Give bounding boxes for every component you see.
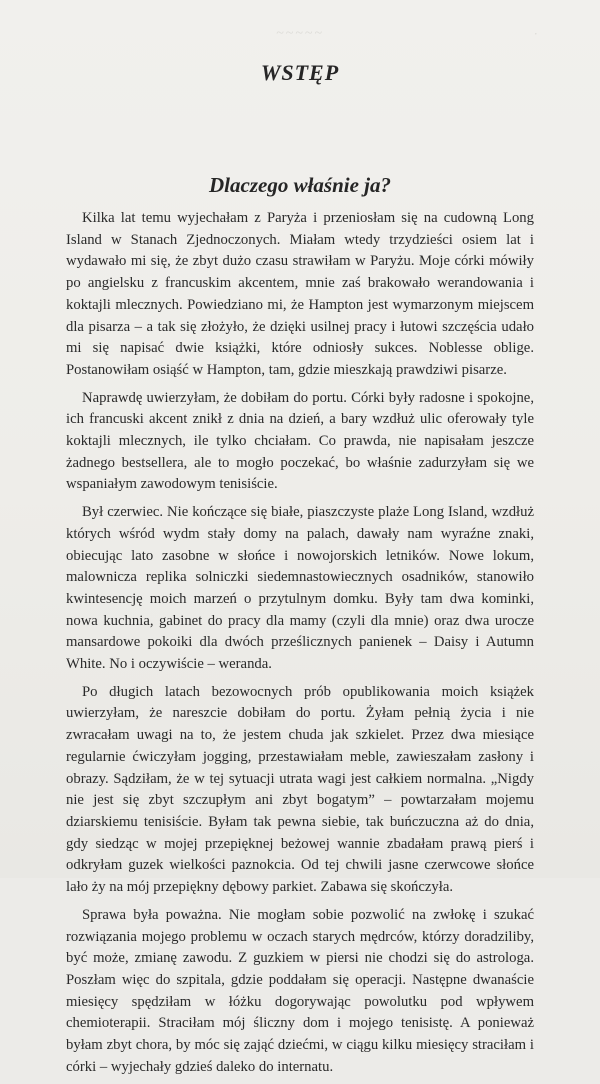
paragraph: Po długich latach bezowocnych prób opublikowania moich książek uwierzyłam, że nareszcie dobiłam do portu. Żyłam pełnią życia i nie zwracałam uwagi na to, że jestem chuda jak szkielet. Przez dwa miesiące regularnie ćwiczyłam jogging, przestawiałam meble, zawieszałam zasłony i obrazy. Sądziłam, że w tej sytuacji utrata wagi jest całkiem normalna. „Nigdy nie jest się zbyt szczupłym ani zbyt bogatym” – powtarzałam mojemu dziarskiemu tenisiście. Byłam tak pewna siebie, tak buńczuczna aż do dnia, gdy siedząc w mojej przepięknej beżowej wannie zbadałam prawą pierś i odkryłam guzek wielkości paznokcia. Od tej chwili jasne czerwcowe słońce lało ży na mój przepiękny dębowy parkiet. Zabawa się skończyła.: [66, 683, 534, 896]
paragraph: Naprawdę uwierzyłam, że dobiłam do portu. Córki były radosne i spokojne, ich francuski akcent znikł z dnia na dzień, a bary wzdłuż ulic oferowały tyle koktajli mlecznych, ile tylko chciałam. Co prawda, nie napisałam jeszcze żadnego bestsellera, ale to mogło poczekać, bo właśnie zadurzyłam się we wspaniałym zawodowym tenisiście.: [66, 389, 534, 493]
paragraph: Był czerwiec. Nie kończące się białe, piaszczyste plaże Long Island, wzdłuż których wśród wydm stały domy na palach, dawały nam wyraźne znaki, obiecując lato zasobne w słońce i nowojorskich letników. Nowe lokum, malownicza replika solniczki siedemnastowiecznych osadników, stanowiło kwintesencję moich marzeń o przytulnym domku. Były tam dwa kominki, nowa kuchnia, gabinet do pracy dla mamy (czyli dla mnie) oraz dwa urocze mansardowe pokoiki dla dwóch prześlicznych panienek – Daisy i Autumn White. No i oczywiście – weranda.: [66, 504, 534, 673]
paragraph: Sprawa była poważna. Nie mogłam sobie pozwolić na zwłokę i szukać rozwiązania mojego problemu w oczach starych mędrców, którzy doradziliby, być może, zmianę zawodu. Z guzkiem w piersi nie chodzi się do astrologa. Poszłam więc do szpitala, gdzie poddałam się operacji. Następne dwanaście miesięcy spędziłam w łóżku dogorywając powolutku pod wpływem chemioterapii. Straciłam mój śliczny dom i mojego tenisistę. A ponieważ byłam zbyt chora, by móc się zająć dziećmi, w ciągu kilku miesięcy straciłam i córki – wyjechały gdzieś daleko do internatu.: [66, 906, 534, 1075]
section-subtitle: Dlaczego właśnie ja?: [209, 173, 391, 197]
chapter-title: WSTĘP: [260, 60, 340, 85]
paragraph: Kilka lat temu wyjechałam z Paryża i przeniosłam się na cudowną Long Island w Stanach Zjednoczonych. Miałam wtedy trzydzieści osiem lat i wydawało mi się, że zbyt dużo czasu strawiłam w Paryżu. Moje córki mówiły po angielsku z francuskim akcentem, mnie zaś brakowało werandowania i koktajli mlecznych. Powiedziano mi, że Hampton jest wymarzonym miejscem dla pisarza – a tak się złożyło, że dzięki usilnej pracy i łutowi szczęścia udało mi się napisać dwie książki, które odniosły sukces. Noblesse oblige. Postanowiłam osiąść w Hampton, tam, gdzie mieszkają prawdziwi pisarze.: [66, 210, 534, 378]
show-through-running-head: ~~~~~: [276, 26, 324, 41]
body-text: [66, 208, 534, 1084]
show-through-page-number: ·: [533, 26, 538, 41]
